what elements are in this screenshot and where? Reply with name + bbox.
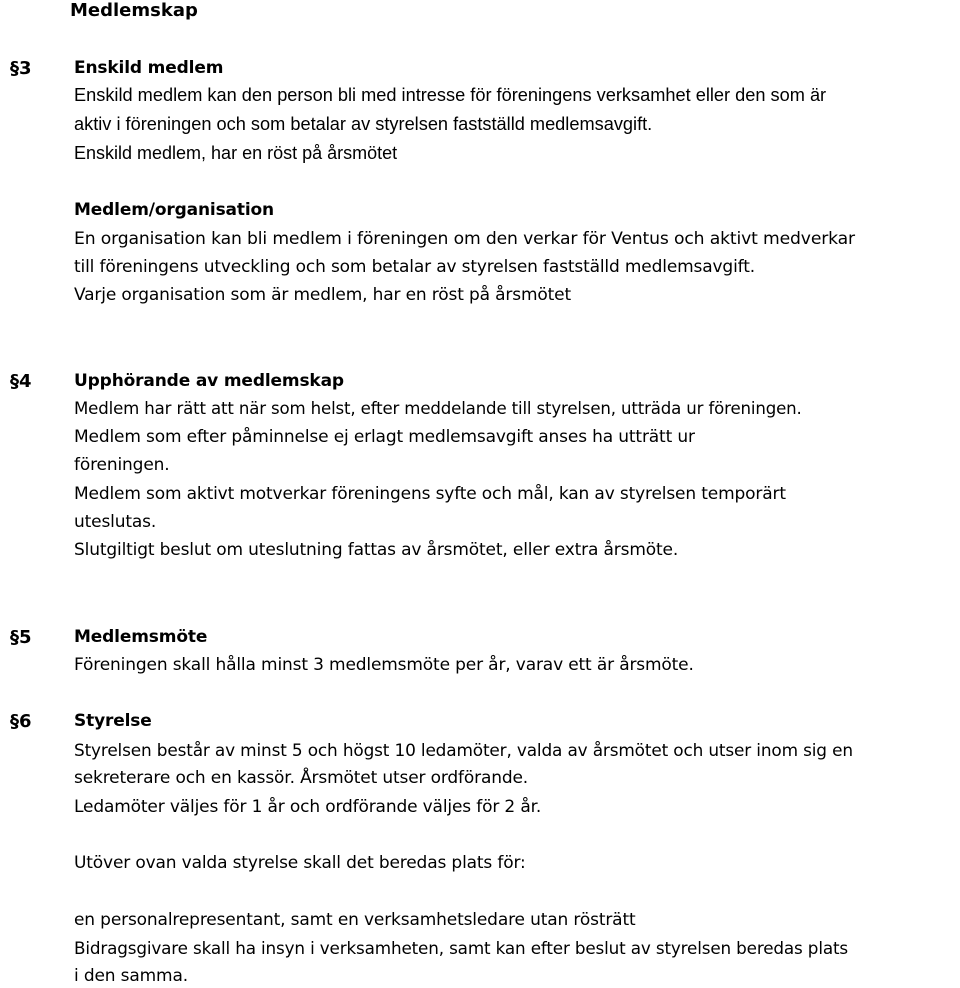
section-3-sub-line: till föreningens utveckling och som betalar av styrelsen fastställd medlemsavgift. [74, 257, 755, 277]
section-4-line: Medlem har rätt att när som helst, efter meddelande till styrelsen, utträda ur föreningen. [74, 399, 802, 418]
section-4-heading: Upphörande av medlemskap [74, 371, 344, 391]
section-4-line: Medlem som efter påminnelse ej erlagt medlemsavgift anses ha utträtt ur [74, 427, 695, 447]
section-5-line: Föreningen skall hålla minst 3 medlemsmöte per år, varav ett är årsmöte. [74, 655, 694, 675]
section-6-extra-intro: Utöver ovan valda styrelse skall det beredas plats för: [74, 853, 526, 873]
section-6-extra-line: i den samma. [74, 966, 188, 986]
section-6-extra-line: Bidragsgivare skall ha insyn i verksamheten, samt kan efter beslut av styrelsen beredas plats [74, 938, 848, 958]
section-6-line: Ledamöter väljes för 1 år och ordförande väljes för 2 år. [74, 797, 542, 817]
page-title: Medlemskap [70, 0, 198, 21]
section-3-heading: Enskild medlem [74, 58, 224, 78]
section-number-4: §4 [10, 371, 32, 392]
section-3-subheading: Medlem/organisation [74, 200, 275, 220]
section-number-3: §3 [10, 58, 32, 79]
section-number-5: §5 [10, 627, 32, 648]
section-4-line: föreningen. [74, 455, 170, 475]
section-5-heading: Medlemsmöte [74, 627, 208, 647]
section-3-line: aktiv i föreningen och som betalar av styrelsen fastställd medlemsavgift. [74, 114, 653, 134]
section-4-line: uteslutas. [74, 512, 157, 532]
section-6-line: sekreterare och en kassör. Årsmötet utser ordförande. [74, 768, 529, 788]
section-3-line: Enskild medlem, har en röst på årsmötet [74, 143, 398, 163]
section-3-sub-line: En organisation kan bli medlem i föreningen om den verkar för Ventus och aktivt medverkar [74, 229, 855, 249]
section-3-sub-line: Varje organisation som är medlem, har en röst på årsmötet [74, 285, 571, 305]
section-6-extra-line: en personalrepresentant, samt en verksamhetsledare utan rösträtt [74, 910, 636, 930]
section-3-line: Enskild medlem kan den person bli med intresse för föreningens verksamhet eller den som är [74, 85, 827, 105]
section-6-line: Styrelsen består av minst 5 och högst 10 ledamöter, valda av årsmötet och utser inom sig en [74, 740, 853, 760]
section-4-line: Slutgiltigt beslut om uteslutning fattas av årsmötet, eller extra årsmöte. [74, 540, 679, 560]
section-number-6: §6 [10, 711, 32, 732]
section-6-heading: Styrelse [74, 711, 152, 731]
section-4-line: Medlem som aktivt motverkar föreningens syfte och mål, kan av styrelsen temporärt [74, 484, 786, 504]
